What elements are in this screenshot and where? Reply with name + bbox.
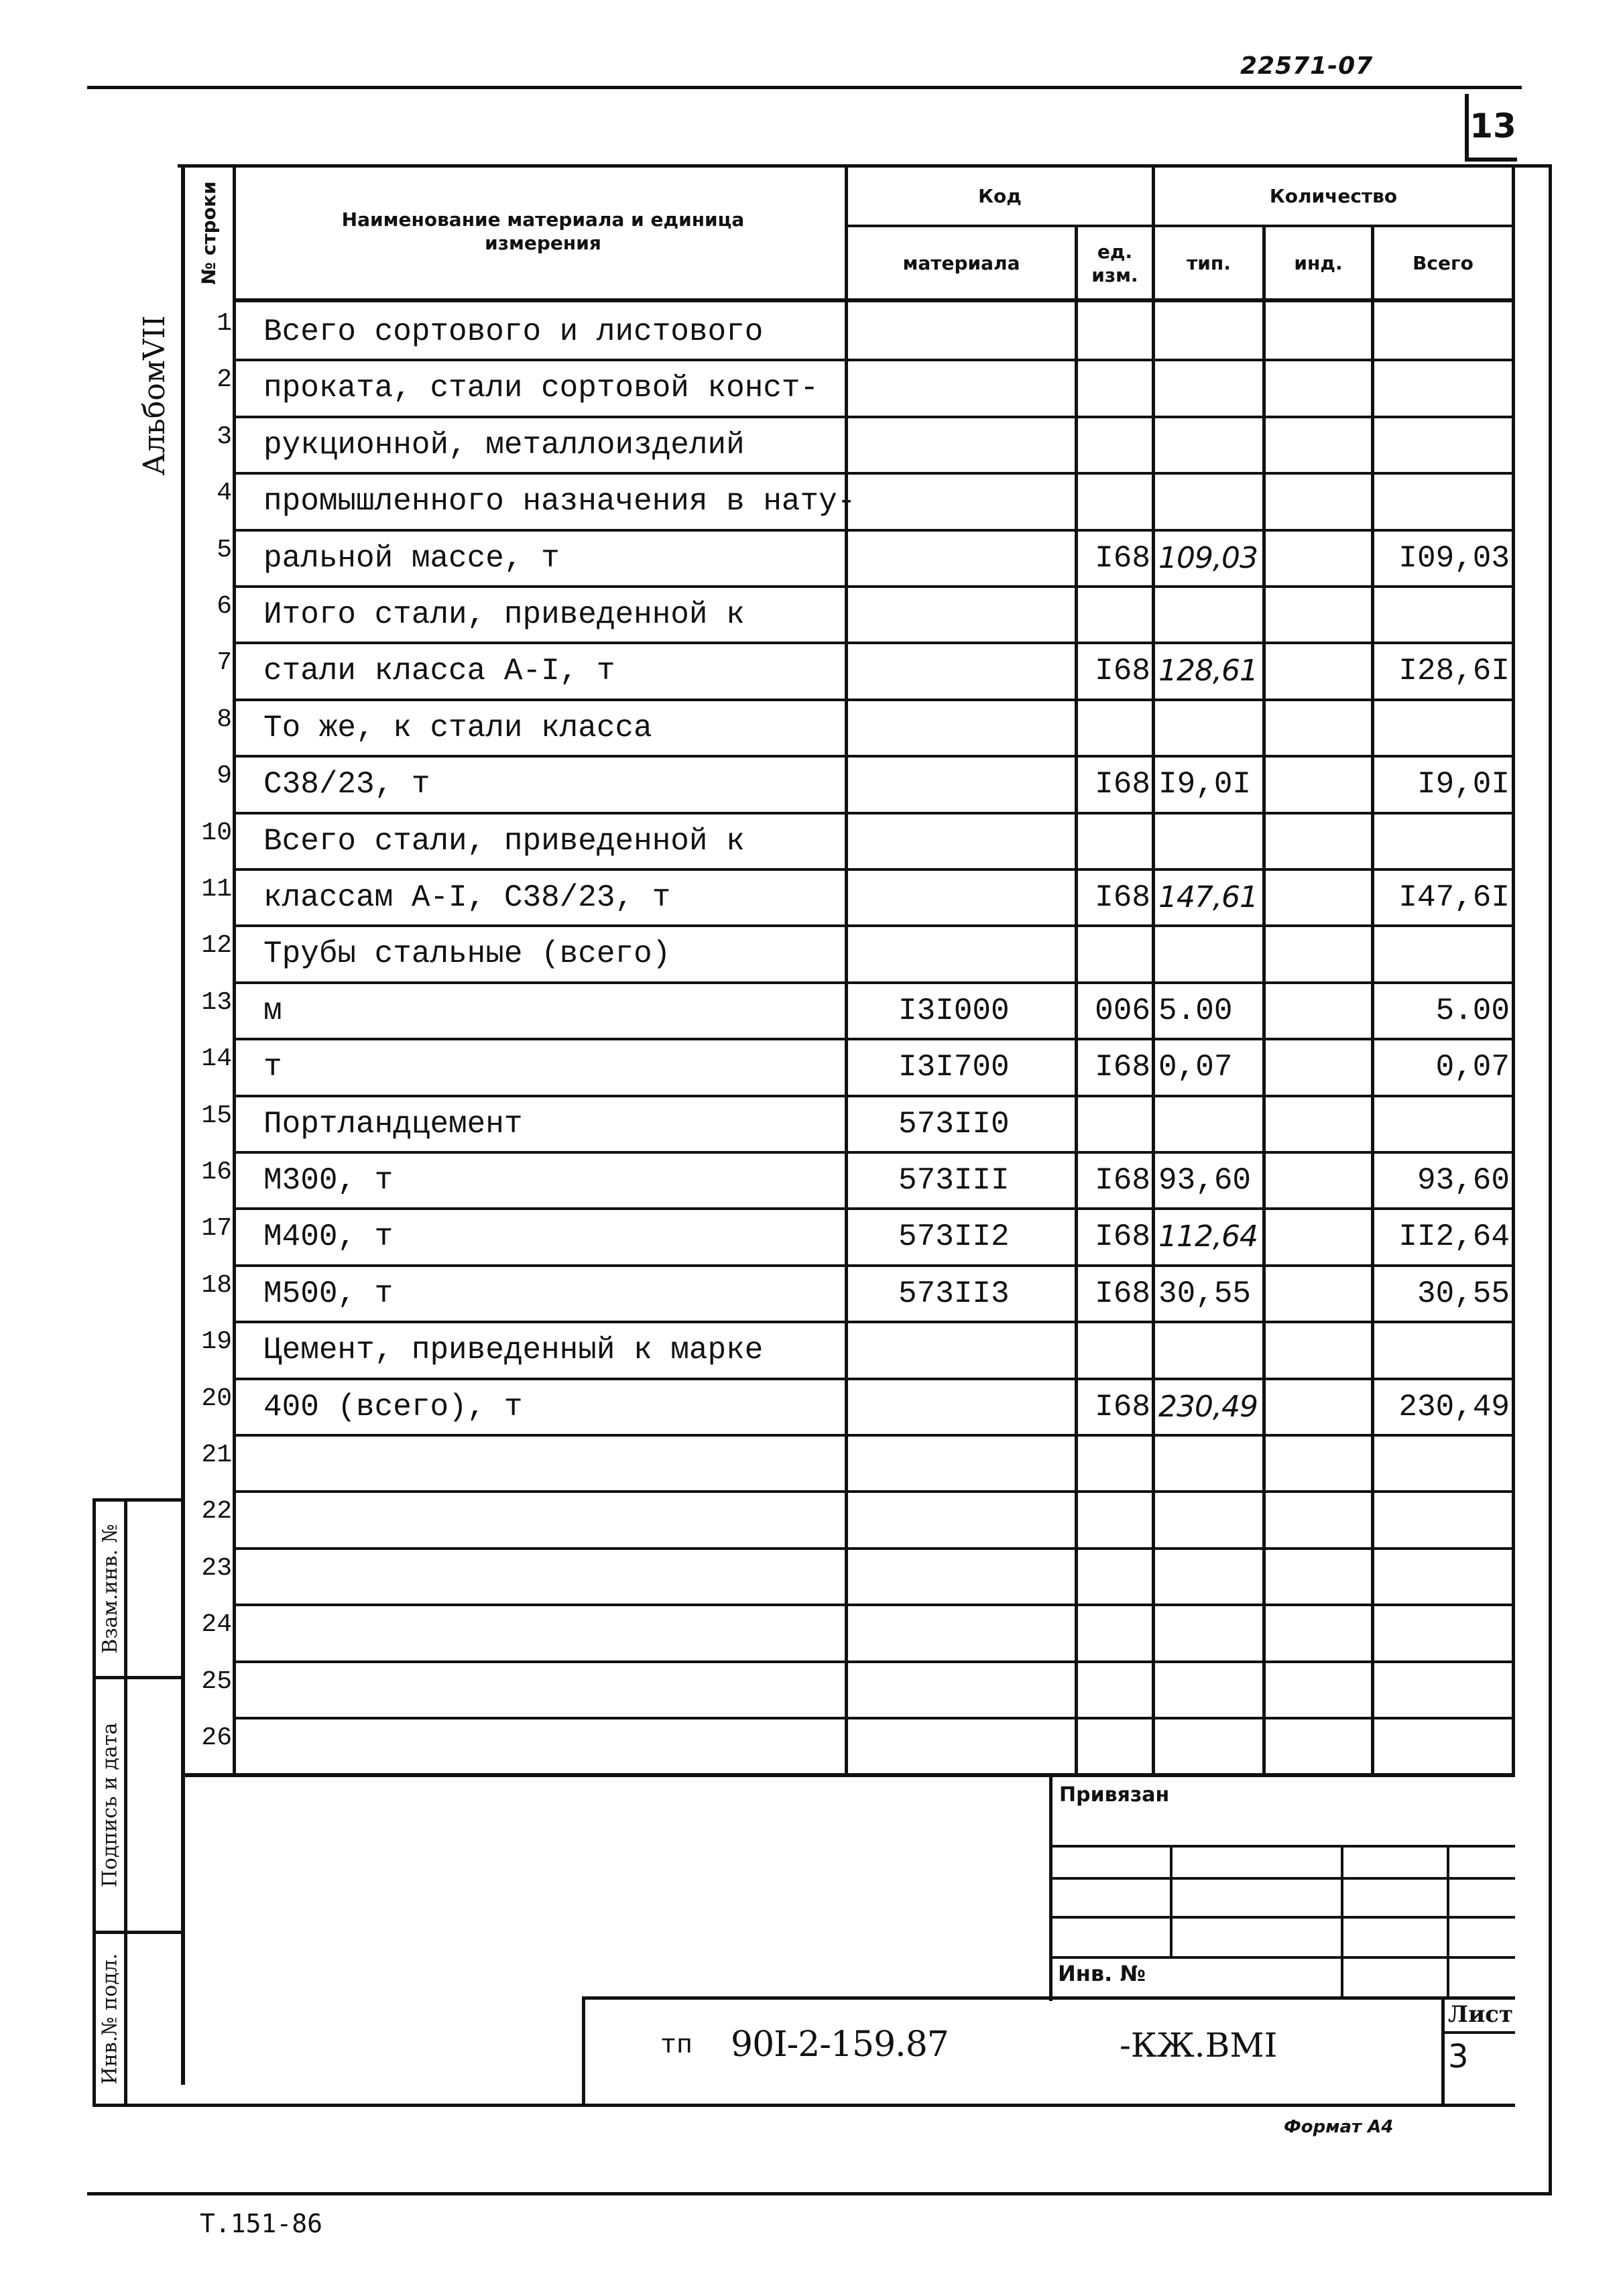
- row-name: С38/23, т: [263, 767, 430, 802]
- code-prefix: тп: [660, 2031, 693, 2061]
- list-box-mid: [1441, 2031, 1515, 2034]
- row-rule: [233, 1660, 1515, 1663]
- inv-podl-label: Инв.№ подл.: [98, 1953, 122, 2085]
- row-rule: [233, 1490, 1515, 1493]
- row-name: М500, т: [263, 1276, 394, 1311]
- list-box-left: [1441, 1996, 1445, 2105]
- col-sep-typ: [1262, 225, 1266, 1773]
- row-rule: [233, 529, 1515, 532]
- row-unit: 006: [1095, 993, 1150, 1028]
- side-strip-bottom: [93, 2104, 183, 2107]
- row-rule: [233, 472, 1515, 475]
- row-total: 0,07: [1435, 1050, 1510, 1085]
- footer-code: Т.151-86: [200, 2209, 323, 2238]
- row-unit: I68: [1095, 1219, 1150, 1254]
- table-floor: [181, 2104, 1515, 2107]
- row-code: 573II3: [898, 1276, 1010, 1311]
- row-number: 21: [201, 1441, 232, 1469]
- row-number: 15: [201, 1101, 232, 1130]
- row-number: 5: [217, 536, 232, 564]
- row-rule: [233, 812, 1515, 814]
- row-unit: I68: [1095, 1390, 1150, 1425]
- row-number: 18: [201, 1271, 232, 1300]
- row-name: м: [263, 993, 282, 1028]
- row-unit: I68: [1095, 654, 1150, 688]
- frame-right: [1549, 168, 1552, 2192]
- row-typ: 93,60: [1158, 1163, 1252, 1198]
- col-sep-ind: [1371, 225, 1374, 1773]
- row-name: М300, т: [263, 1163, 394, 1198]
- row-typ: 5.00: [1158, 993, 1233, 1028]
- header-unit: ед. изм.: [1091, 240, 1138, 286]
- row-number: 6: [217, 592, 232, 621]
- row-rule: [233, 1095, 1515, 1097]
- row-name: Всего стали, приведенной к: [263, 824, 745, 859]
- row-number: 12: [201, 931, 232, 960]
- album-label: АльбомVII: [137, 315, 172, 476]
- row-rule: [233, 1038, 1515, 1040]
- row-number: 3: [217, 422, 232, 451]
- row-code: 573III: [898, 1163, 1010, 1198]
- header-row-no: № строки: [198, 181, 220, 285]
- podpis-label: Подпись и дата: [98, 1722, 122, 1888]
- row-code: 573II0: [898, 1107, 1010, 1142]
- stamp-rule-1: [1049, 1845, 1515, 1848]
- podpis-wrap: [96, 1679, 124, 1931]
- header-ind: инд.: [1294, 252, 1343, 274]
- row-rule: [233, 585, 1515, 588]
- row-unit: I68: [1095, 1276, 1150, 1311]
- format-label: Формат А4: [1284, 2117, 1394, 2137]
- row-rule: [233, 755, 1515, 758]
- frame-bottom: [87, 2192, 1552, 2195]
- row-number: 7: [217, 648, 232, 677]
- row-total: I9,0I: [1417, 767, 1510, 802]
- row-typ: I9,0I: [1158, 767, 1252, 802]
- stamp-rule-2: [1049, 1877, 1515, 1880]
- row-number: 25: [201, 1667, 232, 1696]
- row-unit: I68: [1095, 1050, 1150, 1085]
- stamp-rule-4: [1049, 1956, 1515, 1959]
- inv-podl-wrap: [96, 1934, 124, 2104]
- code-suffix: -КЖ.ВМI: [1120, 2026, 1278, 2065]
- col-sep-code: [1075, 225, 1078, 1773]
- row-name: Всего сортового и листового: [263, 314, 764, 349]
- row-rule: [233, 359, 1515, 361]
- header-mid-rule: [845, 225, 1515, 227]
- row-name: М400, т: [263, 1219, 394, 1254]
- row-rule: [233, 1717, 1515, 1719]
- row-number: 13: [201, 988, 232, 1017]
- row-number: 2: [217, 365, 232, 394]
- row-total: II2,64: [1398, 1219, 1510, 1254]
- header-material: материала: [902, 252, 1020, 274]
- row-typ: 30,55: [1158, 1276, 1252, 1311]
- col-sep-unit: [1152, 164, 1155, 1773]
- row-rule: [233, 1434, 1515, 1437]
- row-rule: [233, 1321, 1515, 1323]
- row-unit: I68: [1095, 767, 1150, 802]
- header-name: Наименование материала и единица измерения: [341, 208, 745, 254]
- row-rule: [233, 1604, 1515, 1606]
- row-total: 5.00: [1435, 993, 1510, 1028]
- row-number: 14: [201, 1044, 232, 1073]
- header-quantity: Количество: [1269, 185, 1398, 207]
- stamp-col-2: [1341, 1845, 1343, 1996]
- header-total: Всего: [1412, 252, 1474, 274]
- row-unit: I68: [1095, 541, 1150, 576]
- row-number: 1: [217, 309, 232, 338]
- table-bottom-rule: [181, 1773, 1515, 1777]
- row-number: 19: [201, 1327, 232, 1356]
- row-rule: [233, 642, 1515, 644]
- row-number: 23: [201, 1554, 232, 1583]
- row-name: рукционной, металлоизделий: [263, 428, 745, 463]
- code-box-top: [582, 1996, 1515, 2000]
- row-rule: [233, 924, 1515, 927]
- row-typ: 230,49: [1158, 1390, 1258, 1424]
- row-total: 30,55: [1417, 1276, 1510, 1311]
- row-code: I3I700: [898, 1050, 1010, 1085]
- row-name: проката, стали сортовой конст-: [263, 371, 819, 406]
- row-rule: [233, 981, 1515, 984]
- row-total: 93,60: [1417, 1163, 1510, 1198]
- code-body: 90I-2-159.87: [731, 2025, 949, 2065]
- row-rule: [233, 1547, 1515, 1550]
- top-rule: [87, 86, 1522, 89]
- row-rule: [233, 1378, 1515, 1380]
- row-name: Итого стали, приведенной к: [263, 597, 745, 632]
- header-typ: тип.: [1187, 252, 1231, 274]
- row-typ: 0,07: [1158, 1050, 1233, 1085]
- privyazan-label: Привязан: [1059, 1783, 1170, 1807]
- document-number: 22571-07: [1240, 52, 1374, 80]
- row-number: 11: [201, 875, 232, 904]
- row-typ: 147,61: [1158, 880, 1258, 914]
- row-typ: 112,64: [1158, 1219, 1258, 1254]
- header-code: Код: [978, 185, 1022, 207]
- stamp-rule-3: [1049, 1916, 1515, 1919]
- list-label: Лист: [1448, 2001, 1514, 2028]
- row-code: 573II2: [898, 1219, 1010, 1254]
- row-number: 9: [217, 762, 232, 790]
- row-total: I09,03: [1398, 541, 1510, 576]
- row-name: Цемент, приведенный к марке: [263, 1333, 764, 1368]
- header-bottom-rule: [233, 298, 1515, 302]
- list-value: 3: [1448, 2038, 1469, 2075]
- row-rule: [233, 1151, 1515, 1154]
- row-typ: 128,61: [1158, 654, 1258, 688]
- row-total: 230,49: [1398, 1390, 1510, 1425]
- row-number: 16: [201, 1158, 232, 1187]
- row-unit: I68: [1095, 880, 1150, 915]
- row-number: 24: [201, 1610, 232, 1639]
- row-name: промышленного назначения в нату-: [263, 484, 856, 519]
- row-name: 400 (всего), т: [263, 1390, 523, 1425]
- row-rule: [233, 1207, 1515, 1210]
- row-code: I3I000: [898, 993, 1010, 1028]
- row-number: 4: [217, 479, 232, 507]
- row-unit: I68: [1095, 1163, 1150, 1198]
- row-name: классам А-I, С38/23, т: [263, 880, 671, 915]
- stamp-col-3: [1447, 1845, 1449, 1996]
- vzam-wrap: [96, 1502, 124, 1676]
- row-typ: 109,03: [1158, 541, 1258, 575]
- table-right-border: [1512, 164, 1515, 1773]
- row-rule: [233, 868, 1515, 871]
- row-number: 20: [201, 1384, 232, 1413]
- row-rule: [233, 1264, 1515, 1267]
- row-number: 17: [201, 1214, 232, 1243]
- row-number: 8: [217, 705, 232, 734]
- row-name: ральной массе, т: [263, 541, 560, 576]
- code-box-left: [582, 1996, 585, 2105]
- row-number: 26: [201, 1724, 232, 1752]
- row-name: т: [263, 1050, 282, 1085]
- sheet-stamp: 13: [1465, 94, 1517, 162]
- row-rule: [233, 416, 1515, 418]
- vzam-label: Взам.инв. №: [98, 1524, 122, 1654]
- stamp-sep-main: [1049, 1773, 1053, 2001]
- row-name: То же, к стали класса: [263, 711, 652, 745]
- row-total: I28,6I: [1398, 654, 1510, 688]
- row-name: Трубы стальные (всего): [263, 936, 671, 971]
- row-number: 10: [201, 819, 232, 847]
- header-row-no-wrap: [185, 168, 233, 298]
- stamp-col-1: [1170, 1845, 1173, 1956]
- row-rule: [233, 699, 1515, 701]
- row-name: Портландцемент: [263, 1107, 523, 1142]
- row-name: стали класса А-I, т: [263, 654, 615, 688]
- row-total: I47,6I: [1398, 880, 1510, 915]
- inv-no-label: Инв. №: [1058, 1961, 1146, 1986]
- row-number: 22: [201, 1497, 232, 1526]
